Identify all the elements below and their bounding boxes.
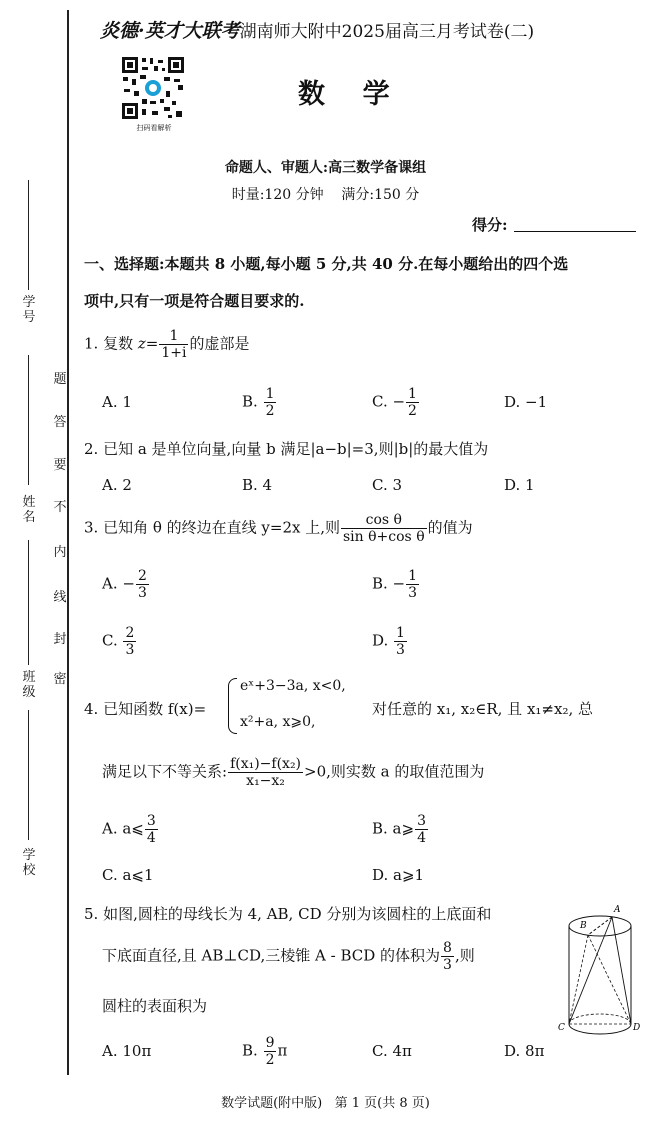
score-blank[interactable] (514, 231, 636, 232)
fraction: $\frac{8}{3}$ (443, 940, 452, 973)
q2-option-c[interactable]: C. 3 (372, 476, 403, 494)
fraction: $\frac{1}{1+i}$ (161, 328, 187, 361)
time-score-line: 时量:120 分钟 满分:150 分 (231, 187, 420, 203)
brand-title (100, 16, 534, 43)
q1-option-b[interactable]: B. $\frac{1}{2}$ (242, 386, 275, 419)
brand-name: 炎德·英才大联考 (100, 20, 240, 42)
name-label: 姓名 (22, 495, 36, 525)
qr-code-icon[interactable] (120, 55, 186, 121)
q4-option-c[interactable]: C. a⩽1 (102, 866, 154, 884)
q5-option-b[interactable]: B. $\frac{9}{2}$ π (242, 1035, 288, 1068)
fraction: $\frac{\text{f(x₁)−f(x₂)}}{\text{x₁−x₂}}$ (230, 756, 302, 789)
piecewise-brace (228, 678, 237, 734)
q1-option-a[interactable]: A. 1 (102, 393, 132, 411)
subject-title: 数 学 (298, 79, 390, 110)
name-blank (28, 355, 29, 485)
q3-option-c[interactable]: C. $\frac{2}{3}$ (102, 625, 135, 658)
q5-option-c[interactable]: C. 4π (372, 1042, 412, 1060)
q4-option-d[interactable]: D. a⩾1 (372, 866, 425, 884)
q2-option-a[interactable]: A. 2 (102, 476, 132, 494)
school-label: 学校 (22, 848, 36, 878)
page-footer: 数学试题(附中版) 第 1 页(共 8 页) (221, 1096, 430, 1111)
question-1: 1. 复数 z= $\frac{1}{1+i}$ 的虚部是 (84, 328, 250, 361)
authors-line: 命题人、审题人:高三数学备课组 (224, 160, 427, 176)
question-5-line2: 下底面直径,且 AB⊥CD,三棱锥 A - BCD 的体积为 $\frac{8}{3}$ ,则 (102, 940, 475, 973)
school-blank (28, 710, 29, 840)
qr-caption: 扫码看解析 (136, 124, 172, 132)
student-id-label: 学号 (22, 295, 36, 325)
q3-option-a[interactable]: A. − $\frac{2}{3}$ (102, 568, 147, 601)
question-5-line3: 圆柱的表面积为 (102, 997, 208, 1015)
question-4-after: 对任意的 x₁, x₂∈R, 且 x₁≠x₂, 总 (372, 700, 594, 718)
question-4-line2: 满足以下不等关系: $\frac{\text{f(x₁)−f(x₂)}}{\text{x₁−x₂}}$ >0,则实数 a 的取值范围为 (102, 756, 485, 789)
class-label: 班级 (22, 670, 36, 700)
question-5-line1: 5. 如图,圆柱的母线长为 4, AB, CD 分别为该圆柱的上底面和 (84, 905, 492, 923)
question-3: 3. 已知角 θ 的终边在直线 y=2x 上,则 $\frac{\text{cos θ}}{\text{sin θ+cos θ}}$ 的值为 (84, 512, 473, 545)
question-2: 2. 已知 a 是单位向量,向量 b 满足|a−b|=3,则|b|的最大值为 (84, 440, 489, 458)
q2-option-b[interactable]: B. 4 (242, 476, 273, 494)
exam-title: 湖南师大附中2025届高三月考试卷(二) (239, 22, 535, 42)
q1-option-d[interactable]: D. −1 (504, 393, 548, 411)
point-d-label: D (633, 1023, 641, 1033)
q4-option-b[interactable]: B. a⩾ $\frac{3}{4}$ (372, 813, 426, 846)
q4-option-a[interactable]: A. a⩽ $\frac{3}{4}$ (102, 813, 156, 846)
point-b-label: B (580, 921, 587, 931)
class-blank (28, 540, 29, 665)
section-heading-line2: 项中,只有一项是符合题目要求的. (84, 292, 305, 310)
cylinder-figure (556, 898, 646, 1038)
piecewise-case-2: x²+a, x⩾0, (240, 714, 316, 730)
point-c-label: C (558, 1023, 565, 1033)
q2-option-d[interactable]: D. 1 (504, 476, 535, 494)
piecewise-case-1: eˣ+3−3a, x<0, (240, 678, 346, 694)
section-heading-line1: 一、选择题:本题共 8 小题,每小题 5 分,共 40 分.在每小题给出的四个选 (84, 255, 569, 273)
q5-option-a[interactable]: A. 10π (102, 1042, 152, 1060)
q5-option-d[interactable]: D. 8π (504, 1042, 545, 1060)
score-label: 得分: (472, 216, 508, 234)
fraction: $\frac{\text{cos θ}}{\text{sin θ+cos θ}}$ (343, 512, 425, 545)
q1-option-c[interactable]: C. − $\frac{1}{2}$ (372, 386, 417, 419)
q3-option-d[interactable]: D. $\frac{1}{3}$ (372, 625, 405, 658)
q3-option-b[interactable]: B. − $\frac{1}{3}$ (372, 568, 418, 601)
question-4-prefix: 4. 已知函数 f(x)= (84, 700, 207, 718)
point-a-label: A (614, 905, 621, 915)
